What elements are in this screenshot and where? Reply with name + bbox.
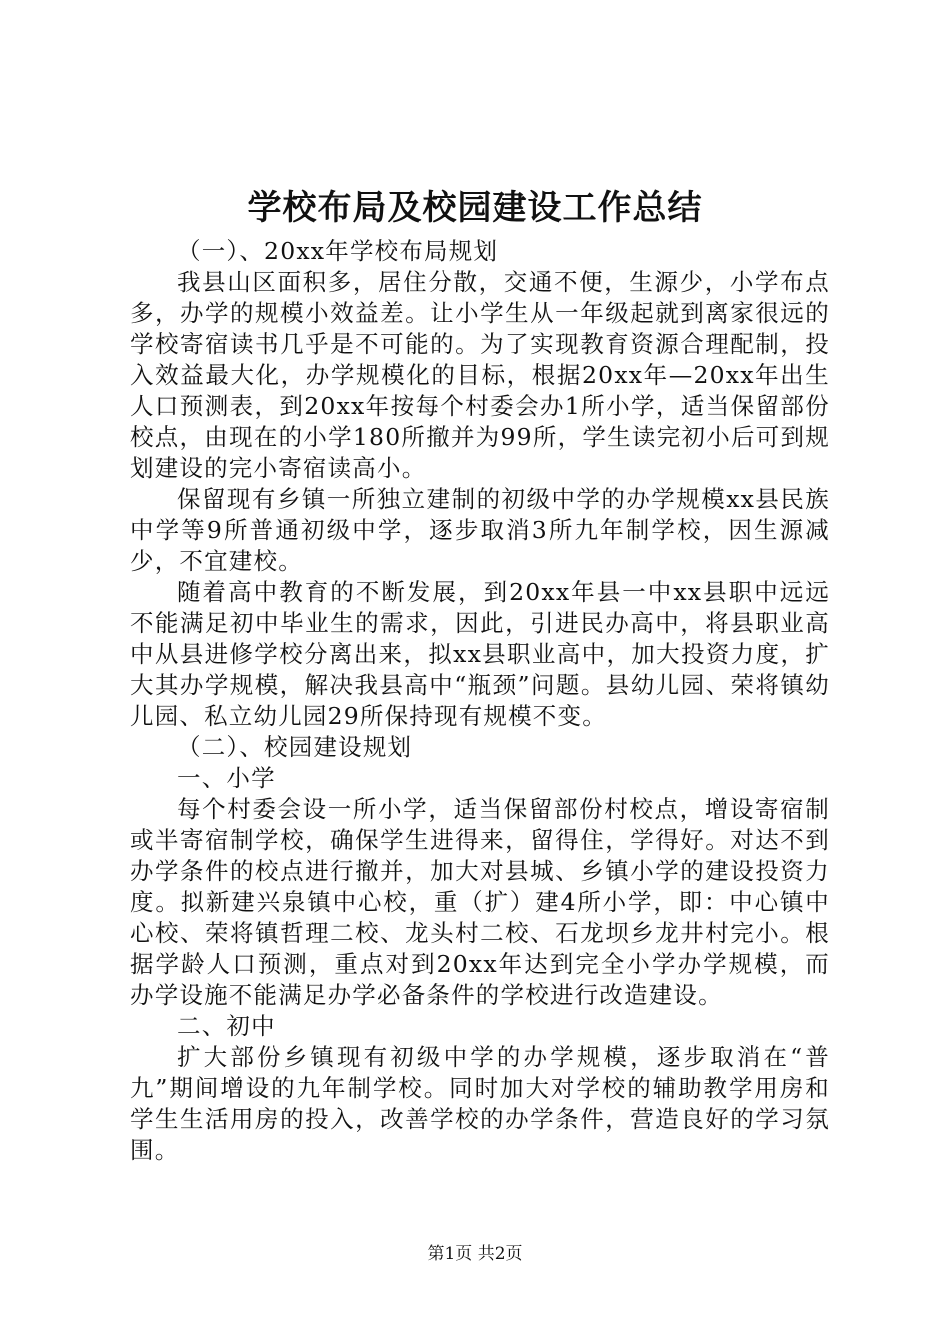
document-title: 学校布局及校园建设工作总结 — [247, 188, 703, 228]
document-body — [130, 236, 830, 1166]
section-heading-layout-plan: （一）、20xx年学校布局规划 — [177, 237, 499, 265]
paragraph-junior-middle-school-construction: 扩大部份乡镇现有初级中学的办学规模，逐步取消在“普九”期间增设的九年制学校。同时加大对学校的辅助教学用房和学生生活用房的投入，改善学校的办学条件，营造良好的学习氛围。 — [130, 1043, 830, 1164]
subheading-junior-middle-school: 二、初中 — [177, 1012, 276, 1040]
subheading-primary-school: 一、小学 — [177, 764, 276, 792]
paragraph-high-school-layout: 随着高中教育的不断发展，到20xx年县一中xx县职中远远不能满足初中毕业生的需求，因此，引进民办高中，将县职业高中从县进修学校分离出来，拟xx县职业高中，加大投资力度，扩大其办学规模，解决我县高中“瓶颈”问题。县幼儿园、荣将镇幼儿园、私立幼儿园29所保持现有规模不变。 — [130, 578, 830, 730]
paragraph-middle-school-layout: 保留现有乡镇一所独立建制的初级中学的办学规模xx县民族中学等9所普通初级中学，逐步取消3所九年制学校，因生源减少，不宜建校。 — [130, 485, 830, 575]
section-heading-campus-plan: （二）、校园建设规划 — [177, 733, 413, 761]
paragraph-primary-school-construction: 每个村委会设一所小学，适当保留部份村校点，增设寄宿制或半寄宿制学校，确保学生进得来，留得住，学得好。对达不到办学条件的校点进行撤并，加大对县城、乡镇小学的建设投资力度。拟新建兴泉镇中心校，重（扩）建4所小学，即：中心镇中心校、荣将镇哲理二校、龙头村二校、石龙坝乡龙井村完小。根据学龄人口预测，重点对到20xx年达到完全小学办学规模，而办学设施不能满足办学必备条件的学校进行改造建设。 — [130, 795, 830, 1009]
paragraph-primary-school-layout: 我县山区面积多，居住分散，交通不便，生源少，小学布点多，办学的规模小效益差。让小学生从一年级起就到离家很远的学校寄宿读书几乎是不可能的。为了实现教育资源合理配制，投入效益最大化，办学规模化的目标，根据20xx年—20xx年出生人口预测表，到20xx年按每个村委会办1所小学，适当保留部份校点，由现在的小学180所撤并为99所，学生读完初小后可到规划建设的完小寄宿读高小。 — [130, 268, 830, 482]
page-number-footer: 第1页 共2页 — [427, 1244, 523, 1264]
